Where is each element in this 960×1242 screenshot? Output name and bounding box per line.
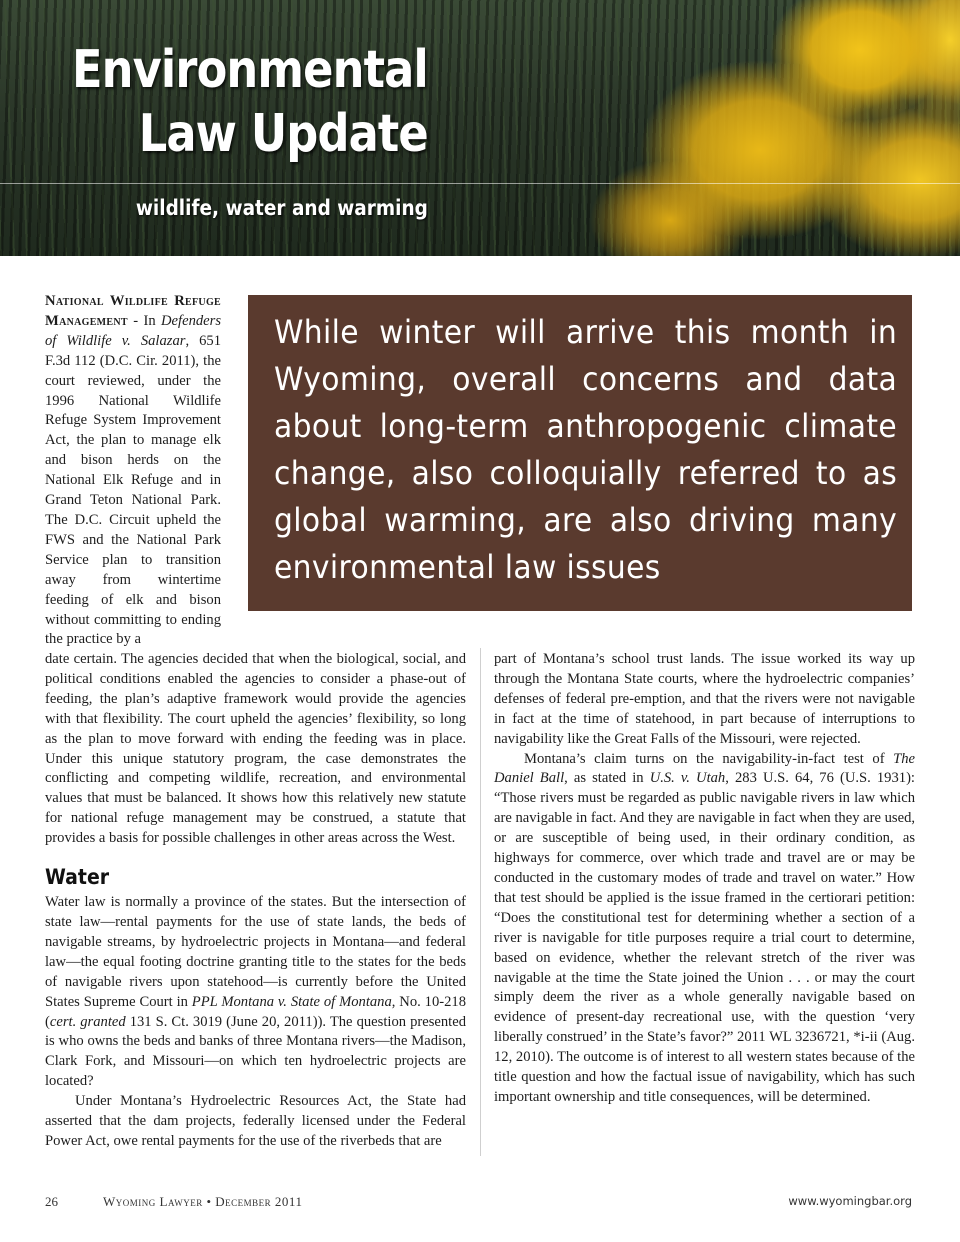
page-subtitle: wildlife, water and warming <box>135 196 428 220</box>
water-p4-case-us-v-utah: U.S. v. Utah <box>649 770 726 787</box>
header-banner <box>0 0 960 256</box>
water-paragraph-4 <box>494 750 915 1108</box>
refuge-lead-dash: - In <box>127 312 162 329</box>
water-paragraph-1 <box>45 893 466 1092</box>
water-paragraph-3: part of Montana’s school trust lands. The issue worked its way up through the Montana State courts, where the hydroelectric companies’ defenses of federal pre-emption, and that the rivers were not navigable in fact at the time of statehood, in part because of interruptions to navigability like the Great Falls of the Missouri, were rejected. <box>494 651 915 747</box>
article-column-narrow <box>45 292 221 650</box>
page-title <box>72 38 428 166</box>
banner-rule <box>0 183 960 184</box>
pull-quote-box <box>248 295 912 611</box>
title-line-2: Law Update <box>138 104 428 164</box>
water-p1-text-c: 131 S. Ct. 3019 (June 20, 2011)). The question presented is who owns the beds and banks of three Montana rivers—the Madison, Clark Fork, and Missouri—on which ten hydroelectric projects are located? <box>45 1013 466 1090</box>
water-p1-case-name: PPL Montana v. State of Montana <box>191 993 392 1010</box>
water-p4-text-a: Montana’s claim turns on the navigability-in-fact test of <box>524 750 894 767</box>
refuge-paragraph-text: , 651 F.3d 112 (D.C. Cir. 2011), the court reviewed, under the 1996 National Wildlife Refuge System Improvement Act, the plan to manage elk and bison herds on the National Elk Refuge and in Grand Teton National Park. The D.C. Circuit upheld the FWS and the National Park Service plan to transition away from wintertime feeding of elk and bison without committing to ending the practice by a <box>45 332 222 648</box>
water-p1-text-a: Water law is normally a province of the states. But the intersection of state law—rental payments for the use of state lands, the beds of navigable streams, by hydroelectric projects in Montana—and federal law—the equal footing doctrine granting title to the states for the beds of navigable rivers upon statehood—is currently before the United States Supreme Court in <box>45 894 466 1010</box>
refuge-paragraph-continued: date certain. The agencies decided that when the biological, social, and political conditions enabled the agencies to consider a phase-out of feeding, the plan’s adaptive framework would provide the agencies with that flexibility. The court upheld the agencies’ flexibility, so long as the plan to move forward with ending the feeding was in place. Under this unique statutory program, the case demonstrates the conflicting and competing wildlife, recreation, and environmental values that must be balanced. It shows how this relatively new statute for national refuge management may be construed, a statute that provides a basis for possible challenges in other areas across the West. <box>45 651 466 847</box>
column-divider <box>480 648 481 1156</box>
pull-quote-text: While winter will arrive this month in Wyoming, overall concerns and data about long-term anthropogenic climate change, also colloquially referred to as global warming, are also driving many environmental law issues <box>274 313 898 586</box>
publication-info: Wyoming Lawyer • December 2011 <box>103 1194 303 1209</box>
page-number: 26 <box>45 1194 58 1209</box>
refuge-paragraph-start <box>45 292 221 650</box>
water-p1-cert: cert. granted <box>49 1013 126 1030</box>
water-p4-case-daniel-ball: The Daniel Ball <box>494 750 915 787</box>
page-footer <box>45 1194 912 1214</box>
website-url: www.wyomingbar.org <box>788 1194 912 1208</box>
water-section-heading: Water <box>45 865 110 890</box>
article-column-right <box>494 650 915 1108</box>
refuge-section-heading: National Wildlife Refuge Management <box>45 293 221 329</box>
water-p1-text-b: , No. 10-218 ( <box>45 993 466 1030</box>
title-line-1: Environmental <box>72 40 428 100</box>
article-column-left <box>45 650 466 1152</box>
water-paragraph-2: Under Montana’s Hydroelectric Resources Act, the State had asserted that the dam projects, federally licensed under the Federal Power Act, owe rental payments for the use of the riverbeds that are <box>45 1093 466 1149</box>
aspen-foliage-image <box>560 0 960 256</box>
refuge-case-name: Defenders of Wildlife v. Salazar <box>45 312 221 349</box>
water-p4-text-b: , as stated in <box>564 770 650 787</box>
water-p4-text-c: , 283 U.S. 64, 76 (U.S. 1931): “Those rivers must be regarded as public navigable rivers in law which are navigable in fact. And they are navigable in fact when they are used, or are susceptible of being used, in their ordinary condition, as highways for commerce, over which trade and travel are or may be conducted in the customary modes of trade and travel on water.” How that test should be applied is the issue framed in the certiorari petition: “Does the constitutional test for determining whether a section of a river is navigable for title purposes require a trial court to determine, based on evidence, whether the relevant stretch of the river was navigable at the time the State joined the Union . . . or may the court simply deem the river as a whole generally navigable based on evidence of present-day recreational use, with the question ‘very liberally construed’ in the State’s favor?” 2011 WL 3236721, *i-ii (Aug. 12, 2010). The outcome is of interest to all western states because of the title question and how the factual issue of navigability, which has such important ownership and title consequences, will be determined. <box>494 770 916 1105</box>
